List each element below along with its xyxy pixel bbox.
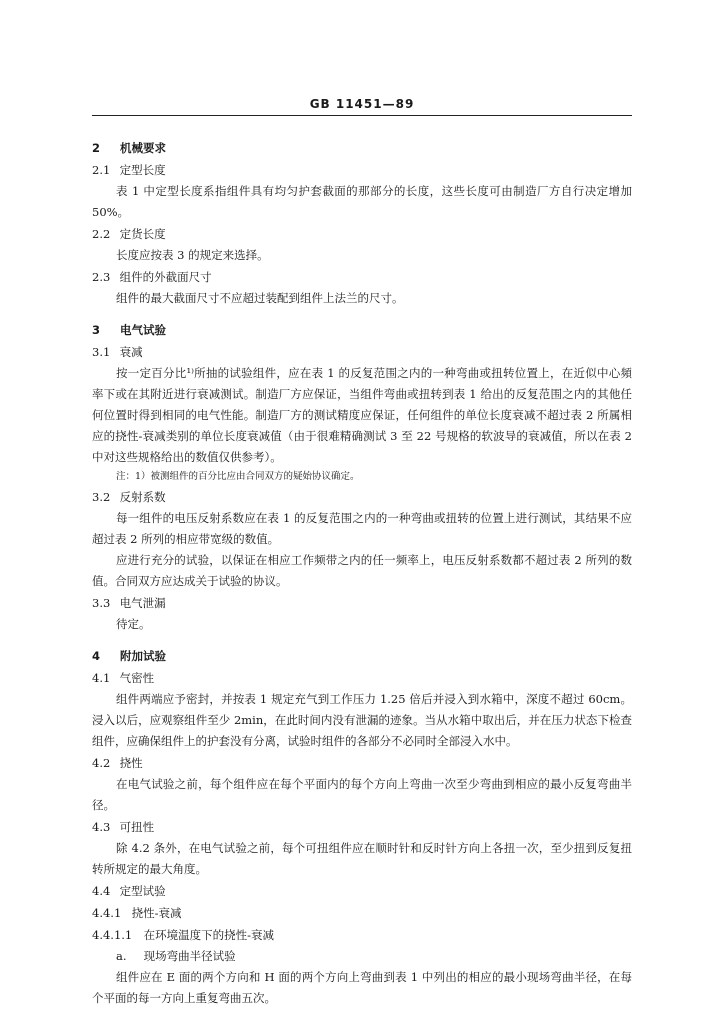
item-a-heading: a. 现场弯曲半径试验: [116, 949, 236, 963]
section-heading-2: 2 机械要求: [92, 141, 167, 155]
paragraph-4-3: 除 4.2 条外，在电气试验之前，每个可扭组件应在顺时针和反时针方向上各扭一次，至少扭到反复扭转所规定的最大角度。: [92, 841, 632, 876]
header-rule: [92, 115, 632, 116]
paragraph-item-a: 组件应在 E 面的两个方向和 H 面的两个方向上弯曲到表 1 中列出的相应的最小现场弯曲半径，在每个平面的每一方向上重复弯曲五次。: [92, 970, 632, 1005]
paragraph-4-1: 组件两端应予密封，并按表 1 规定充气到工作压力 1.25 倍后并浸入到水箱中，深度不超过 60cm。浸入以后，应观察组件至少 2min，在此时间内没有泄漏的迹象。当从水箱中取出后，并在压力状态下检查组件，应确保组件上的护套没有分离，试验时组件的各部分不必同时全部浸入水中。: [92, 692, 632, 748]
paragraph-2-3: 组件的最大截面尺寸不应超过装配到组件上法兰的尺寸。: [116, 291, 404, 305]
paragraph-3-2-b: 应进行充分的试验，以保证在相应工作频带之内的任一频率上，电压反射系数都不超过表 2 所列的数值。合同双方应达成关于试验的协议。: [92, 553, 632, 588]
paragraph-2-1: 表 1 中定型长度系指组件具有均匀护套截面的那部分的长度，这些长度可由制造厂方自行决定增加 50%。: [92, 184, 632, 219]
subsection-heading-2-2: 2.2 定货长度: [92, 227, 166, 241]
subsection-heading-2-1: 2.1 定型长度: [92, 163, 166, 177]
subsection-heading-4-2: 4.2 挠性: [92, 756, 143, 770]
section-heading-3: 3 电气试验: [92, 323, 167, 337]
paragraph-4-2: 在电气试验之前，每个组件应在每个平面内的每个方向上弯曲一次至少弯曲到相应的最小反复弯曲半径。: [92, 777, 632, 812]
subsection-heading-4-4-1-1: 4.4.1.1 在环境温度下的挠性-衰减: [92, 928, 275, 942]
subsection-heading-4-3: 4.3 可扭性: [92, 820, 155, 834]
paragraph-3-3: 待定。: [116, 617, 151, 631]
paragraph-3-1: 按一定百分比¹⁾所抽的试验组件，应在表 1 的反复范围之内的一种弯曲或扭转位置上，在近似中心頻率下或在其附近进行衰减测试。制造厂方应保证，当组件弯曲或扭转到表 1 给出的反复范围之内的其他任何位置时得到相同的电气性能。制造厂方的测试精度应保证，任何组件的单位长度衰减不超过表 2 所属相应的挠性-衰减类别的单位长度衰减值（由于很难精确测试 3 至 22 号规格的软波导的衰减值，所以在表 2 中对这些规格给出的数值仅供参考）。: [92, 366, 632, 464]
paragraph-3-2-a: 每一组件的电压反射系数应在表 1 的反复范围之内的一种弯曲或扭转的位置上进行测试，其结果不应超过表 2 所列的相应带宽级的数值。: [92, 511, 632, 546]
subsection-heading-4-1: 4.1 气密性: [92, 671, 155, 685]
paragraph-2-2: 长度应按表 3 的规定来选择。: [116, 248, 269, 262]
subsection-heading-3-3: 3.3 电气泄漏: [92, 596, 166, 610]
subsection-heading-4-4-1: 4.4.1 挠性-衰减: [92, 906, 182, 920]
standard-code-header: GB 11451—89: [309, 97, 415, 111]
document-body: [92, 138, 632, 1009]
footnote-3-1: 注：1）被测组件的百分比应由合同双方的疑始协议确定。: [116, 471, 360, 482]
section-heading-4: 4 附加试验: [92, 649, 167, 663]
subsection-heading-2-3: 2.3 组件的外截面尺寸: [92, 270, 212, 284]
subsection-heading-4-4: 4.4 定型试验: [92, 884, 166, 898]
subsection-heading-3-2: 3.2 反射系数: [92, 490, 166, 504]
subsection-heading-3-1: 3.1 衰减: [92, 345, 143, 359]
